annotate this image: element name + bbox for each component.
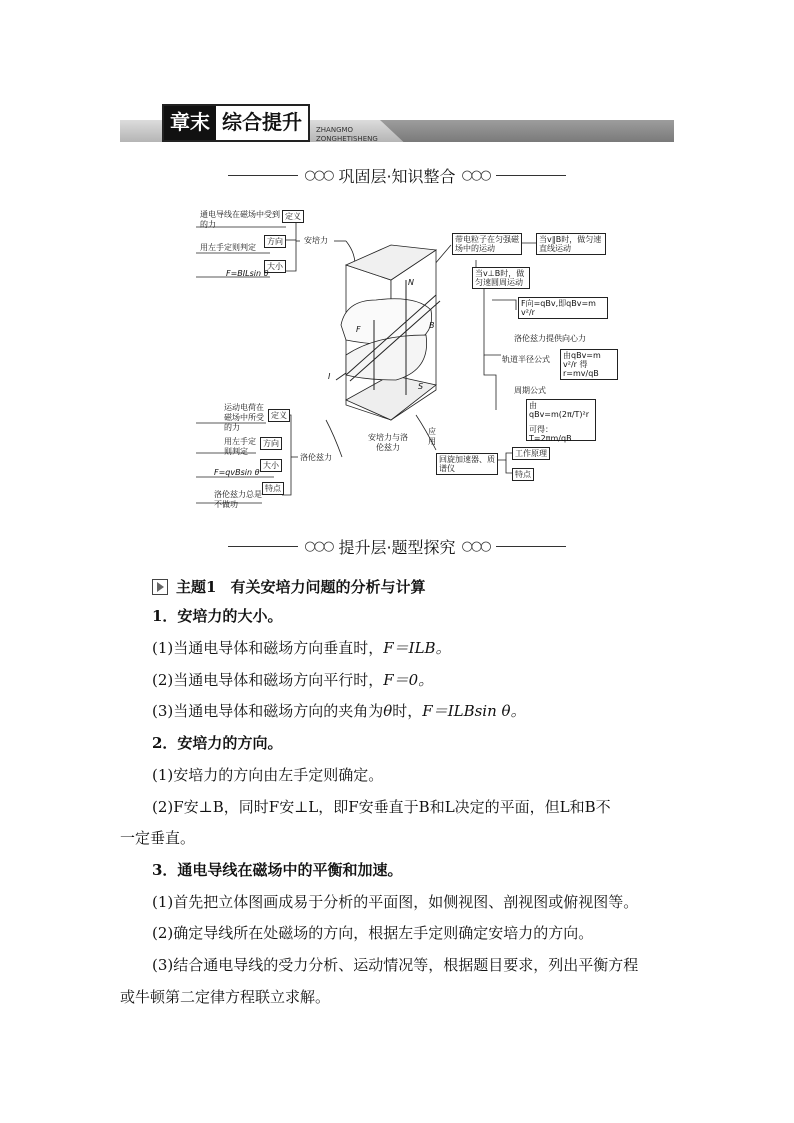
parallel-case-box: 当v∥B时，做匀速直线运动 [536, 233, 606, 255]
equation: F＝ILB。 [383, 639, 451, 657]
period-eq-box [526, 399, 596, 441]
chapter-banner [162, 104, 310, 142]
rings-icon: ○○○ [304, 167, 333, 183]
lorentz-size-tag: 大小 [260, 459, 282, 472]
banner-pinyin [316, 126, 378, 144]
ampere-formula: F=BILsin θ [226, 269, 269, 278]
feature-box: 特点 [512, 468, 534, 481]
heading-1: 1．安培力的大小。 [152, 607, 283, 625]
radius-label: 轨道半径公式 [502, 355, 550, 364]
banner-light-text: 综合提升 [222, 110, 302, 134]
heading-3: 3．通电导线在磁场中的平衡和加速。 [152, 861, 403, 879]
item-text: (3)当通电导体和磁场方向的夹角为 [152, 702, 384, 720]
ampere-force-label: 安培力 [304, 236, 328, 245]
header-rule-left [228, 175, 298, 176]
item-3-3-continued: 或牛顿第二定律方程联立求解。 [120, 988, 331, 1006]
ampere-definition-tag: 定义 [282, 210, 304, 223]
cyclotron-box: 回旋加速器、质谱仪 [436, 453, 498, 475]
topic-title: 有关安培力问题的分析与计算 [230, 578, 426, 596]
equation: F＝0。 [383, 671, 434, 689]
period-eq-1: 由qBv=m(2π/T)²r [529, 401, 590, 419]
item-1-1 [152, 637, 451, 659]
ampere-size-tag: 大小 [264, 260, 286, 273]
item-3-3: (3)结合通电导线的受力分析、运动情况等，根据题目要求，列出平衡方程 [152, 956, 639, 974]
section-header-consolidate [0, 164, 794, 186]
item-1-2 [152, 669, 433, 691]
header-rule-right [496, 175, 566, 176]
lorentz-formula: F=qvBsin θ [214, 468, 260, 477]
ampere-direction-tag: 方向 [264, 235, 286, 248]
period-label: 周期公式 [514, 386, 546, 395]
section-header-explore [0, 535, 794, 557]
banner-pinyin-2: ZONGHETISHENG [316, 135, 378, 143]
header-rule-left [228, 546, 298, 547]
centripetal-title: 洛伦兹力提供向心力 [514, 334, 586, 343]
item-2-2: (2)F安⊥B，同时F安⊥L，即F安垂直于B和L决定的平面，但L和B不 [152, 798, 611, 816]
lorentz-definition: 运动电荷在磁场中所受的力 [224, 403, 264, 432]
lorentz-feature-tag: 特点 [262, 482, 284, 495]
heading-2: 2．安培力的方向。 [152, 734, 283, 752]
ampere-definition: 通电导线在磁场中受到的力 [200, 210, 280, 229]
ampere-direction-rule: 用左手定则判定 [200, 243, 256, 252]
fig-s: S [418, 382, 424, 391]
lorentz-force-label: 洛伦兹力 [300, 453, 332, 462]
item-3-1: (1)首先把立体图画成易于分析的平面图，如侧视图、剖视图或俯视图等。 [152, 893, 639, 911]
topic-heading [152, 576, 425, 597]
rings-icon: ○○○ [461, 167, 490, 183]
lorentz-definition-tag: 定义 [268, 409, 290, 422]
centripetal-eq-box: F向=qBv,即qBv=m v²/r [518, 297, 608, 319]
banner-pinyin-1: ZHANGMO [316, 126, 354, 134]
perpendicular-case-box: 当v⊥B时，做匀速圆周运动 [472, 267, 530, 289]
section-title: 提升层·题型探究 [338, 537, 456, 557]
rings-icon: ○○○ [461, 538, 490, 554]
work-principle-box: 工作原理 [512, 447, 550, 460]
banner-wedge [380, 120, 674, 142]
rings-icon: ○○○ [304, 538, 333, 554]
item-3-2: (2)确定导线所在处磁场的方向，根据左手定则确定安培力的方向。 [152, 924, 594, 942]
banner-dark-text: 章末 [164, 106, 216, 140]
item-text: 时， [392, 702, 423, 720]
section-title: 巩固层·知识整合 [338, 166, 456, 186]
item-text: (1)当通电导体和磁场方向垂直时， [152, 639, 384, 657]
center-label: 安培力与洛伦兹力 [368, 433, 408, 452]
item-2-2-continued: 一定垂直。 [120, 829, 196, 847]
apply-label: 应用 [428, 427, 436, 446]
header-rule-right [496, 546, 566, 547]
concept-map [196, 205, 636, 517]
radius-eq-box: 由qBv=m v²/r 得 r=mv/qB [560, 349, 618, 380]
item-text: (2)当通电导体和磁场方向平行时， [152, 671, 384, 689]
particle-motion-box: 带电粒子在匀强磁场中的运动 [452, 233, 522, 255]
play-triangle-icon [152, 579, 168, 595]
period-eq-2: 可得：T=2πm/qB [529, 425, 572, 443]
fig-f: F [356, 325, 361, 334]
fig-n: N [408, 278, 414, 287]
item-2-1: (1)安培力的方向由左手定则确定。 [152, 766, 384, 784]
fig-i: I [328, 372, 331, 381]
lorentz-feature: 洛伦兹力总是不做功 [214, 490, 262, 509]
theta-symbol: θ [383, 702, 393, 720]
lorentz-direction-rule: 用左手定则判定 [224, 437, 256, 456]
fig-b: B [429, 321, 435, 330]
topic-label: 主题1 [176, 578, 217, 596]
equation: F＝ILBsin θ。 [422, 702, 526, 720]
lorentz-direction-tag: 方向 [260, 437, 282, 450]
item-1-3 [152, 700, 526, 722]
